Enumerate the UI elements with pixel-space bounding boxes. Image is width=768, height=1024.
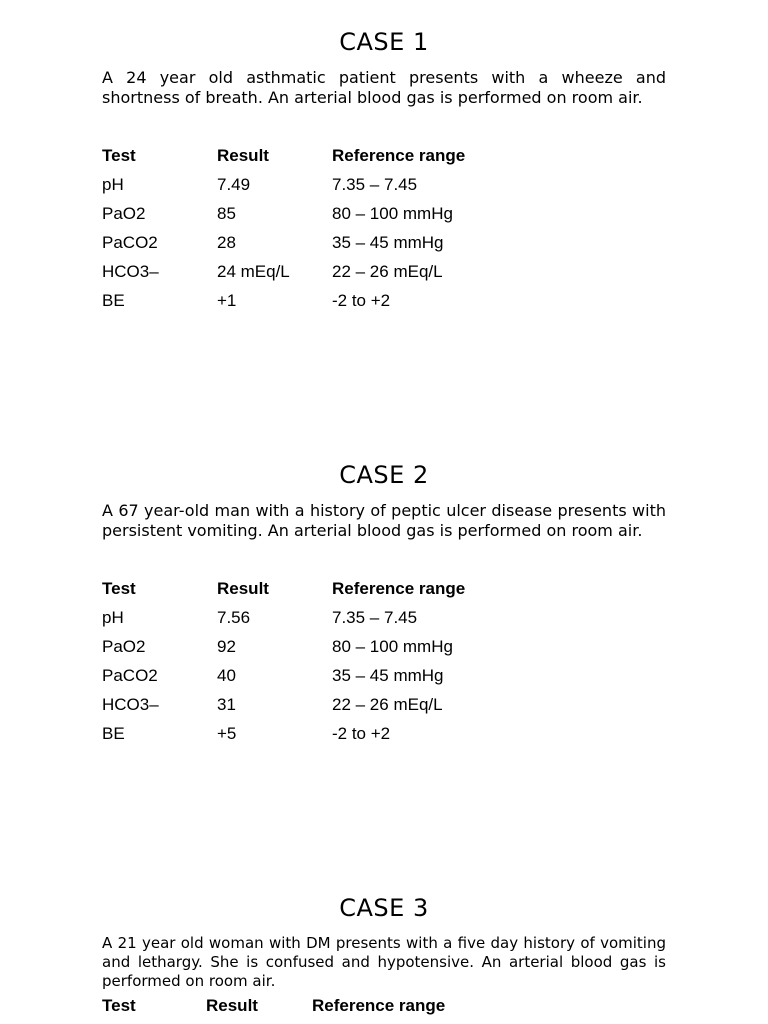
column-header-result: Result — [217, 145, 269, 165]
test-result: 40 — [217, 665, 236, 685]
column-header-test: Test — [102, 145, 136, 165]
table-row — [102, 170, 522, 199]
test-name: pH — [102, 607, 124, 627]
reference-range: -2 to +2 — [332, 290, 391, 310]
case-2 — [0, 461, 768, 743]
test-name: PaCO2 — [102, 665, 158, 685]
test-result: +5 — [217, 723, 237, 743]
table-row — [102, 257, 522, 286]
case-intro: A 24 year old asthmatic patient presents with a wheeze and shortness of breath. An arterial blood gas is performed on room air. — [102, 68, 666, 107]
column-header-test: Test — [102, 578, 136, 598]
table-row — [102, 199, 522, 228]
reference-range: 22 – 26 mEq/L — [332, 694, 443, 714]
table-row — [102, 632, 522, 661]
table-row — [102, 603, 522, 632]
test-result: +1 — [217, 290, 237, 310]
lab-results-table — [102, 141, 522, 315]
case-title: CASE 3 — [339, 894, 429, 922]
test-name: HCO3– — [102, 694, 159, 714]
column-header-result: Result — [206, 996, 258, 1015]
test-result: 85 — [217, 203, 236, 223]
test-name: HCO3– — [102, 261, 159, 281]
reference-range: 22 – 26 mEq/L — [332, 261, 443, 281]
case-3 — [0, 894, 768, 1024]
test-name: pH — [102, 174, 124, 194]
lab-results-table — [102, 574, 522, 748]
reference-range: 7.35 – 7.45 — [332, 174, 418, 194]
test-name: PaO2 — [102, 636, 146, 656]
test-name: PaCO2 — [102, 232, 158, 252]
case-title: CASE 2 — [339, 461, 429, 489]
case-1 — [0, 28, 768, 310]
test-result: 28 — [217, 232, 236, 252]
test-result: 31 — [217, 694, 236, 714]
reference-range: 35 – 45 mmHg — [332, 232, 444, 252]
column-header-reference: Reference range — [332, 578, 466, 598]
test-name: PaO2 — [102, 203, 146, 223]
table-row — [102, 286, 522, 315]
test-result: 24 mEq/L — [217, 261, 290, 281]
reference-range: 7.35 – 7.45 — [332, 607, 418, 627]
table-row — [102, 719, 522, 748]
reference-range: 80 – 100 mmHg — [332, 636, 453, 656]
test-name: BE — [102, 723, 125, 743]
test-result: 92 — [217, 636, 236, 656]
table-row — [102, 661, 522, 690]
table-header-row — [102, 141, 522, 170]
column-header-result: Result — [217, 578, 269, 598]
case-intro: A 67 year-old man with a history of peptic ulcer disease presents with persistent vomiting. An arterial blood gas is performed on room air. — [102, 501, 666, 540]
test-result: 7.56 — [217, 607, 251, 627]
reference-range: -2 to +2 — [332, 723, 391, 743]
case-intro: A 21 year old woman with DM presents with a five day history of vomiting and lethargy. She is confused and hypotensive. An arterial blood gas is performed on room air. — [102, 934, 666, 990]
table-row — [102, 228, 522, 257]
test-name: BE — [102, 290, 125, 310]
reference-range: 80 – 100 mmHg — [332, 203, 453, 223]
reference-range: 35 – 45 mmHg — [332, 665, 444, 685]
test-result: 7.49 — [217, 174, 251, 194]
column-header-reference: Reference range — [332, 145, 466, 165]
table-row — [102, 690, 522, 719]
column-header-reference: Reference range — [312, 996, 446, 1015]
table-header-row — [102, 574, 522, 603]
case-title: CASE 1 — [339, 28, 429, 56]
column-header-test: Test — [102, 996, 136, 1015]
